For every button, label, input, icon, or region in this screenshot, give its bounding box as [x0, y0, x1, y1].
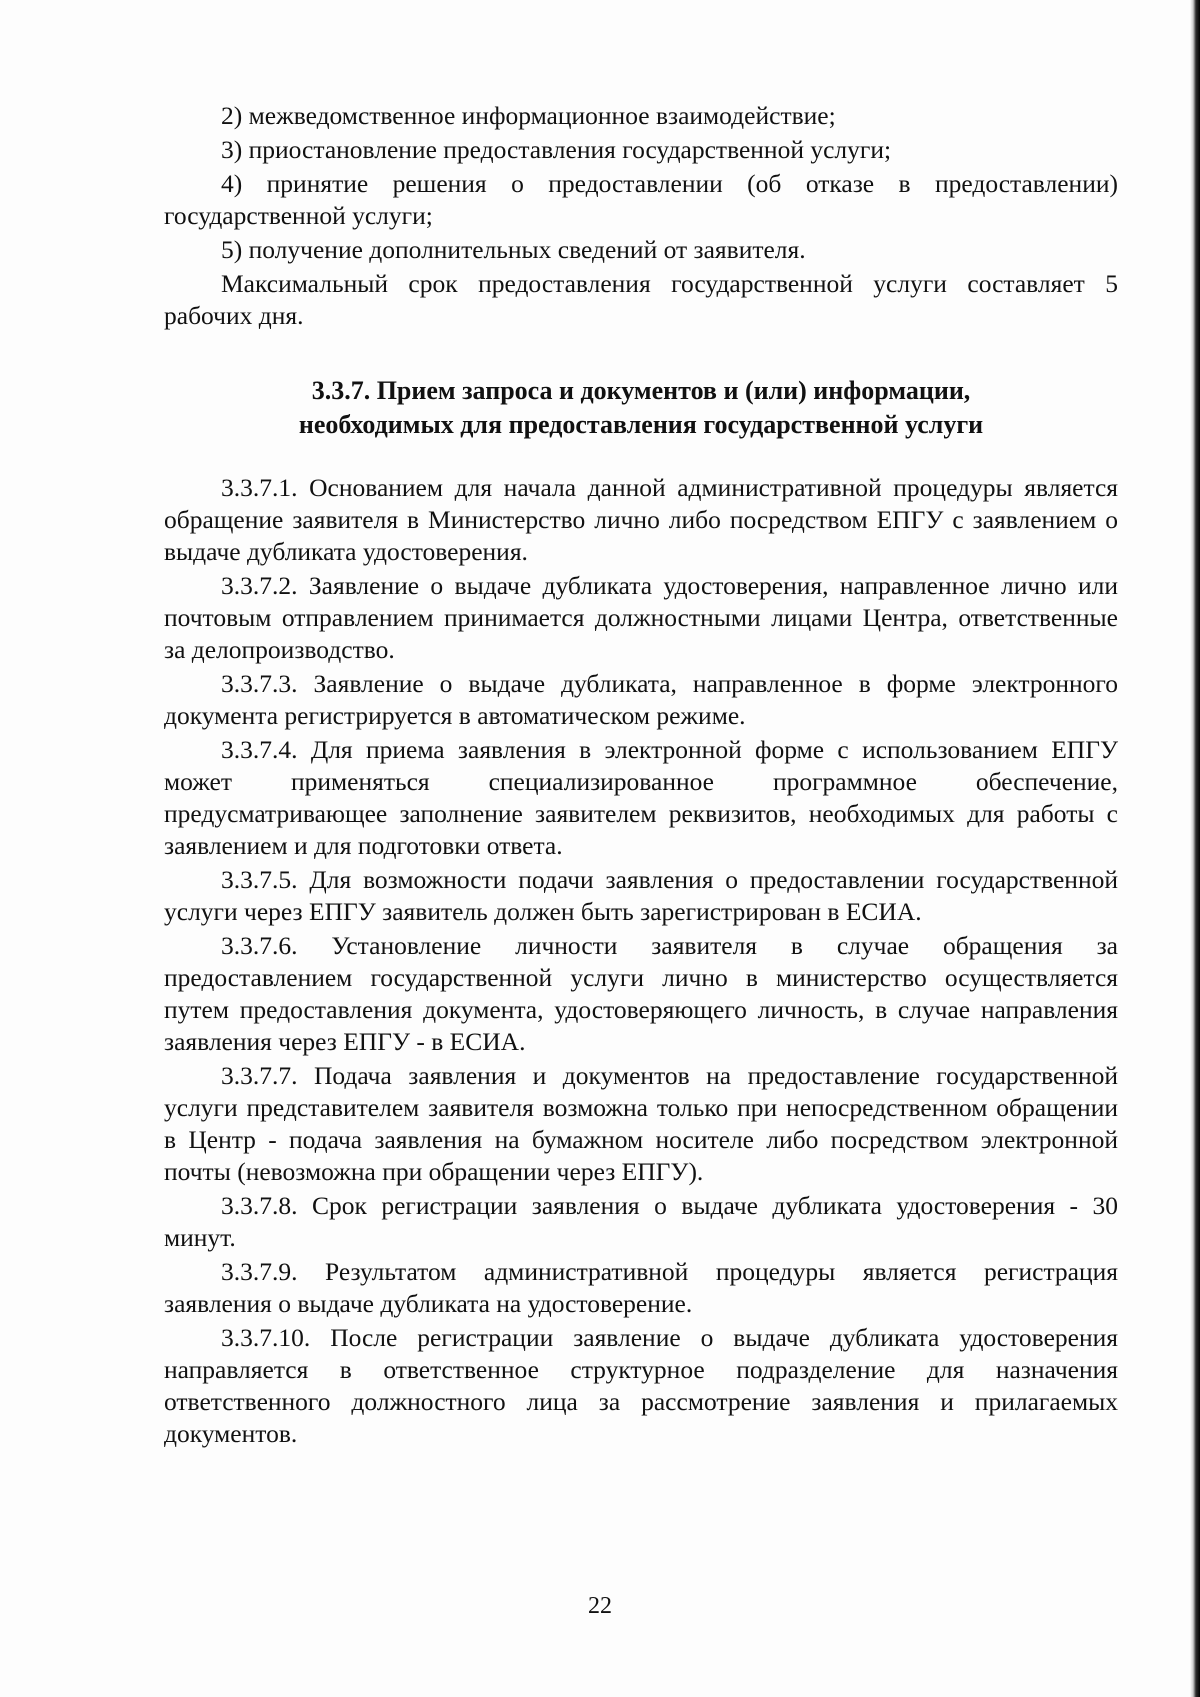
list-item: 5) получение дополнительных сведений от заявителя.	[221, 235, 806, 264]
clause-paragraph: 3.3.7.10. После регистрации заявление о выдаче дубликата удостоверения направляется в ответственное структурное подразделение для назначения ответственного должностного лица за рассмотрение заявления и прилагаемых документов.	[164, 1323, 1118, 1448]
scan-edge-shadow	[1190, 0, 1200, 1697]
list-item: 2) межведомственное информационное взаимодействие;	[221, 101, 836, 130]
page-content	[164, 100, 1118, 1452]
section-heading	[164, 374, 1118, 442]
page-number: 22	[588, 1593, 612, 1619]
list-item: 4) принятие решения о предоставлении (об отказе в предоставлении) государственной услуги;	[164, 169, 1118, 230]
clause-paragraph: 3.3.7.7. Подача заявления и документов на предоставление государственной услуги представителем заявителя возможна только при непосредственном обращении в Центр - подача заявления на бумажном носителе либо посредством электронной почты (невозможна при обращении через ЕПГУ).	[164, 1061, 1118, 1186]
max-term-paragraph: Максимальный срок предоставления государственной услуги составляет 5 рабочих дня.	[164, 269, 1118, 330]
clause-paragraph: 3.3.7.4. Для приема заявления в электронной форме с использованием ЕПГУ может применяться специализированное программное обеспечение, предусматривающее заполнение заявителем реквизитов, необходимых для работы с заявлением и для подготовки ответа.	[164, 735, 1118, 860]
clause-paragraph: 3.3.7.9. Результатом административной процедуры является регистрация заявления о выдаче дубликата на удостоверение.	[164, 1257, 1118, 1318]
clause-paragraph: 3.3.7.8. Срок регистрации заявления о выдаче дубликата удостоверения - 30 минут.	[164, 1191, 1118, 1252]
list-item: 3) приостановление предоставления государственной услуги;	[221, 135, 892, 164]
section-heading-line-2: необходимых для предоставления государственной услуги	[298, 410, 984, 439]
clause-paragraph: 3.3.7.3. Заявление о выдаче дубликата, направленное в форме электронного документа регистрируется в автоматическом режиме.	[164, 669, 1118, 730]
clause-paragraph: 3.3.7.6. Установление личности заявителя в случае обращения за предоставлением государственной услуги лично в министерство осуществляется путем предоставления документа, удостоверяющего личность, в случае направления заявления через ЕПГУ - в ЕСИА.	[164, 931, 1118, 1056]
clause-paragraph: 3.3.7.1. Основанием для начала данной административной процедуры является обращение заявителя в Министерство лично либо посредством ЕПГУ с заявлением о выдаче дубликата удостоверения.	[164, 473, 1118, 566]
clause-paragraph: 3.3.7.5. Для возможности подачи заявления о предоставлении государственной услуги через ЕПГУ заявитель должен быть зарегистрирован в ЕСИА.	[164, 865, 1118, 926]
section-heading-line-1: 3.3.7. Прием запроса и документов и (или) информации,	[311, 376, 971, 405]
clause-paragraph: 3.3.7.2. Заявление о выдаче дубликата удостоверения, направленное лично или почтовым отправлением принимается должностными лицами Центра, ответственные за делопроизводство.	[164, 571, 1118, 664]
